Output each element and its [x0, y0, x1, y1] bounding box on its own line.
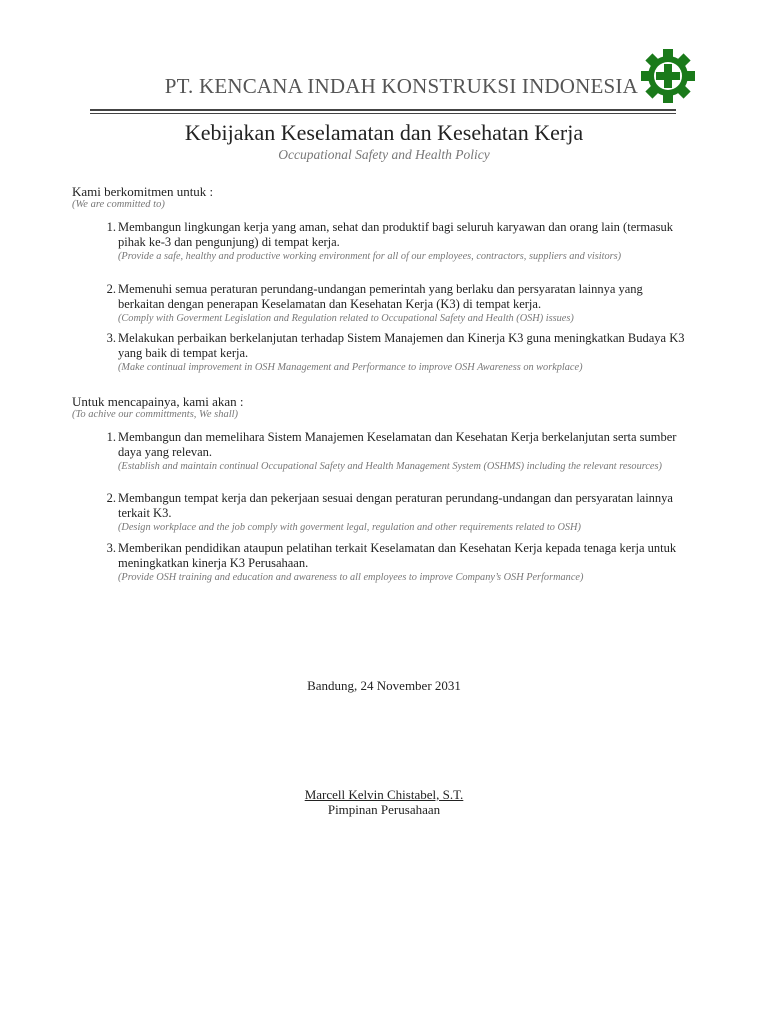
achieve-item — [96, 541, 686, 584]
item-translation: (Provide a safe, healthy and productive working environment for all of our employees, contractors, suppliers and visitors) — [118, 251, 622, 262]
commitment-item — [96, 331, 686, 374]
item-number: 2. — [106, 491, 116, 505]
item-number: 3. — [106, 541, 116, 555]
item-translation: (Design workplace and the job comply with goverment legal, regulation and other requirements related to OSH) — [118, 522, 581, 533]
item-text: Memberikan pendidikan ataupun pelatihan terkait Keselamatan dan Kesehatan Kerja kepada tenaga kerja untuk meningkatkan kinerja K3 Perusahaan. — [118, 541, 677, 570]
item-text: Memenuhi semua peraturan perundang-undangan pemerintah yang berlaku dan persyaratan lainnya yang berkaitan dengan penerapan Keselamatan dan Kesehatan Kerja (K3) di tempat kerja. — [118, 282, 643, 311]
commitment-label-en: (We are committed to) — [72, 199, 165, 210]
achieve-label-en: (To achive our committments, We shall) — [72, 409, 239, 420]
achieve-item — [96, 491, 686, 534]
item-text: Membangun tempat kerja dan pekerjaan sesuai dengan peraturan perundang-undangan dan persyaratan lainnya terkait K3. — [118, 491, 673, 520]
achieve-label: Untuk mencapainya, kami akan : — [72, 394, 244, 409]
signer-role: Pimpinan Perusahaan — [327, 802, 441, 817]
item-translation: (Establish and maintain continual Occupational Safety and Health Management System (OSHMS) including the relevant resources) — [118, 461, 662, 472]
commitment-item — [96, 220, 686, 263]
item-translation: (Make continual improvement in OSH Management and Performance to improve OSH Awareness on workplace) — [118, 362, 583, 373]
policy-title: Kebijakan Keselamatan dan Kesehatan Kerja — [184, 120, 584, 145]
item-text: Melakukan perbaikan berkelanjutan terhadap Sistem Manajemen dan Kinerja K3 guna meningkatkan Budaya K3 yang baik di tempat kerja. — [118, 331, 685, 360]
item-number: 1. — [106, 430, 116, 444]
commitment-item — [96, 282, 686, 325]
commitment-label: Kami berkomitmen untuk : — [72, 184, 214, 199]
achieve-item — [96, 430, 686, 473]
header-rule-thin — [90, 113, 676, 114]
signer-name-line — [0, 787, 768, 803]
policy-subtitle: Occupational Safety and Health Policy — [278, 147, 490, 162]
item-number: 1. — [106, 220, 116, 234]
item-number: 2. — [106, 282, 116, 296]
item-translation: (Provide OSH training and education and awareness to all employees to improve Company’s OSH Performance) — [118, 572, 584, 583]
safety-cross-gear-icon — [640, 48, 696, 104]
company-name: PT. KENCANA INDAH KONSTRUKSI INDONESIA — [164, 74, 638, 98]
item-number: 3. — [106, 331, 116, 345]
signer-name: Marcell Kelvin Chistabel, S.T. — [304, 787, 464, 802]
item-translation: (Comply with Goverment Legislation and Regulation related to Occupational Safety and Health (OSH) issues) — [118, 313, 574, 324]
place-date: Bandung, 24 November 2031 — [307, 678, 461, 693]
header-rule — [90, 109, 676, 111]
item-text: Membangun dan memelihara Sistem Manajemen Keselamatan dan Kesehatan Kerja berkelanjutan serta sumber daya yang relevan. — [118, 430, 677, 459]
item-text: Membangun lingkungan kerja yang aman, sehat dan produktif bagi seluruh karyawan dan orang lain (termasuk pihak ke-3 dan pengunjung) di tempat kerja. — [118, 220, 674, 249]
